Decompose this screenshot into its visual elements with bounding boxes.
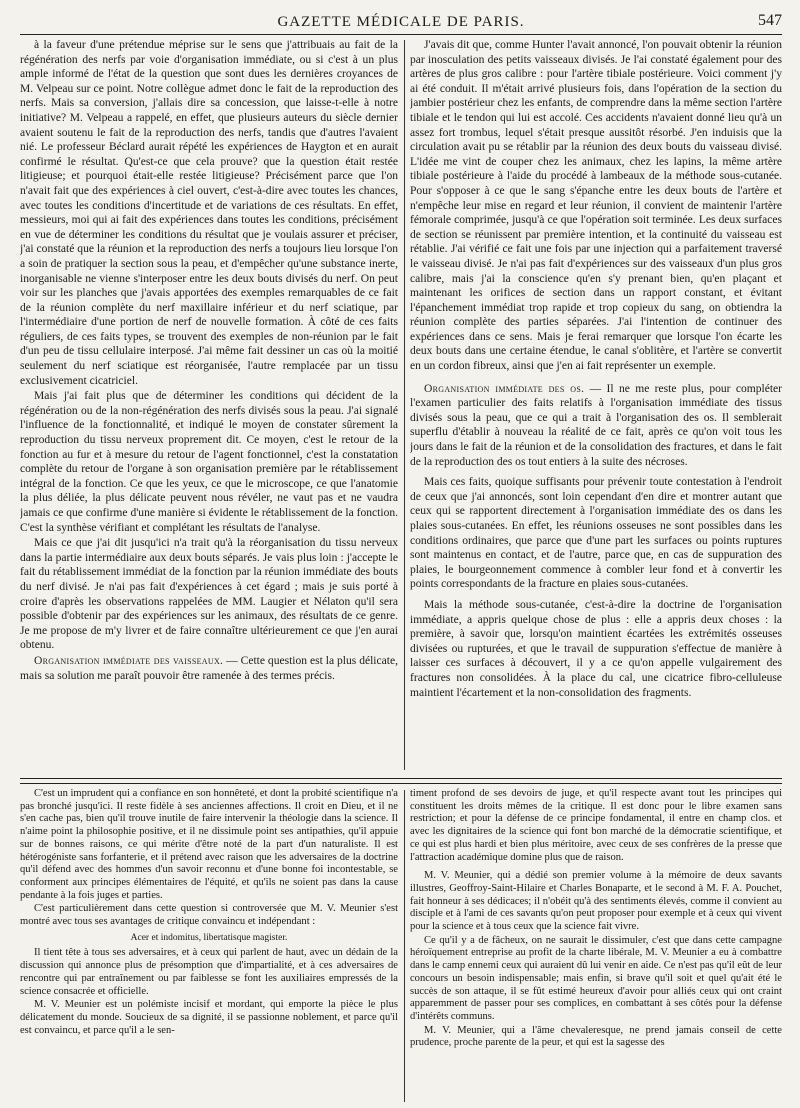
column-divider: [404, 790, 405, 1102]
paragraph: timent profond de ses devoirs de juge, et qu'il respecte avant tout les principes qui constituent les droits mêmes de la critique. Il est donc pour le libre examen sans restriction; et pour la défense de ce principe fondamental, il entre en champ clos. et avec les dignitaires de la science qui font bon marché de la démocratie scientifique, et ce qui est plus hardi et bien plus méritoire, avec ceux de ses confrères de la presse que l'attraction académique domine plus que de raison.: [410, 788, 782, 863]
paragraph: Ce qu'il y a de fâcheux, on ne saurait le dissimuler, c'est que dans cette campagne héroïquement entreprise au profit de la charte libérale, M. V. Meunier a eu à combattre dans le camp ennemi ceux qui auraient dû lui venir en aide. Ce n'est pas qu'il eût de leur concours un besoin indispensable; mais enfin, si brave qu'il soit et quel qu'ait été le succès de son attaque, il se fût estimé heureux d'avoir pour alliés ceux qui ont craint apparemment de passer pour ses complices, en combattant à ses côtés pour la défense d'intérêts communs.: [410, 934, 782, 1022]
journal-title: GAZETTE MÉDICALE DE PARIS.: [277, 14, 525, 30]
paragraph: Mais j'ai fait plus que de déterminer les conditions qui décident de la régénération ou de la non-régénération des nerfs divisés sous la peau. J'ai signalé l'influence de la fonctionnalité, et indiqué le moyen de constater sûrement la reproduction du tissu nerveux proprement dit. Ce moyen, c'est le retour de la fonction au fur et à mesure du retour de l'agent fonctionnel, c'est la constatation complète du retour de l'organe à son organisation première par le rétablissement intégral de la fonction. Ce que les yeux, ce que le microscope, ce que l'anatomie la plus déliée, la plus délicate peuvent nous révéler, ne vaut pas et ne vaudra jamais ce que confirme d'une manière si évidente le rétablissement de la fonction. C'est la synthèse vérifiant et complétant les résultats de l'analyse.: [20, 390, 398, 534]
feuilleton-column-right: [410, 788, 782, 1106]
page-header: [20, 8, 782, 35]
section-heading: Organisation immédiate des os.: [424, 382, 585, 395]
paragraph: M. V. Meunier est un polémiste incisif et mordant, qui emporte la pièce le plus délicatement du monde. Soucieux de sa dignité, il se passionne noblement, et parce qu'il est convaincu, et parce qu'il a le sen-: [20, 999, 398, 1036]
paragraph: C'est un imprudent qui a confiance en son honnêteté, et dont la probité scientifique n'a pas bronché jusqu'ici. Il reste fidèle à ses anciennes affections. Il croit en Dieu, et il ne s'en cache pas, bien qu'il trouve inutile de faire intervenir la théologie dans la science. Il n'aime point la philosophie positive, et il ne dissimule point ses antipathies, qu'il appuie sur de bonnes raisons, ce qui mérite d'être noté de la part d'un naturaliste. Il est hétérogéniste sans forfanterie, et il prétend avec raison que les adversaires de la doctrine qu'il défend avec des hommes d'un savoir reconnu et d'une bonne foi incontestable, se conforment aux principes élémentaires de l'équité, et qu'ils ne soient pas dans la cause pendante à la fois juges et parties.: [20, 788, 398, 901]
section-divider: [20, 783, 782, 784]
paragraph: Il tient tête à tous ses adversaires, et à ceux qui parlent de haut, avec un dédain de la discussion qui annonce plus de présomption que d'impartialité, et à ces adversaires de rencontre qui par entraînement ou par faiblesse se font les auxiliaires empressés de la science consacrée et officielle.: [20, 947, 398, 997]
section-heading: Organisation immédiate des vaisseaux.: [34, 654, 224, 667]
article-column-left: [20, 38, 398, 773]
paragraph: [20, 654, 398, 683]
paragraph: Mais ce que j'ai dit jusqu'ici n'a trait qu'à la réorganisation du tissu nerveux dans la partie intermédiaire aux deux bouts séparés. Je vais plus loin : j'accepte le fait du rétablissement immédiat de la fonction par la réunion immédiate des bouts du nerf divisé. Je n'ai pas fait d'expériences à cet égard ; mais je suis porté à croire d'après les observations rappelées de MM. Laugier et Nélaton qu'il sera possible d'obtenir par des expériences sur les animaux, des résultats de ce genre. Je me propose de m'y livrer et de faire connaître ultérieurement ce que j'en aurai obtenu.: [20, 537, 398, 652]
paragraph: M. V. Meunier, qui a dédié son premier volume à la mémoire de deux savants illustres, Geoffroy-Saint-Hilaire et Charles Bonaparte, et le second à M. F. A. Pouchet, fait honneur à ses dédicaces; il n'obéit qu'à des sentiments élevés, comme il convient au disciple et à l'ami de ces savants qu'on peut proposer pour exemple et à ceux qui vivent pour la science et à tous ceux que la science fait vivre.: [410, 870, 782, 933]
epigraph: Acer et indomitus, libertatisque magister.: [130, 932, 288, 943]
section-divider: [20, 778, 782, 779]
paragraph: [410, 382, 782, 470]
article-column-right: [410, 38, 782, 773]
paragraph: à la faveur d'une prétendue méprise sur le sens que j'attribuais au fait de la régénération des nerfs par voie d'organisation immédiate, ou si c'est à un plus ample informé de l'état de la question que sont dues les dernières croyances de M. Velpeau sur ce point. Notre collègue admet donc le fait de la reproduction des nerfs. Mais sa conversion, j'allais dire sa concession, que laisse-t-elle à notre initiative? M. Velpeau a rappelé, en effet, que plusieurs auteurs du siècle dernier avaient soutenu le fait de la reproduction des nerfs, tandis que d'autres l'avaient nié. Le professeur Béclard aurait répété les expériences de Haygton et en aurait confirmé le résultat. Qu'est-ce que cela prouve? que la question était restée litigieuse; et pourquoi était-elle restée litigieuse? Précisément parce que l'on n'avait fait que des expériences à ciel ouvert, c'est-à-dire avec toutes les chances, avec toutes les conditions d'incertitude et de variations de ces résultats. En effet, messieurs, moi qui ai fait des expériences dans toutes les conditions, précisément en vue de déterminer les conditions du résultat que je voulais assurer et préciser, j'ai constaté que la réunion et la reproduction des nerfs a toujours lieu lorsque l'on a soin de pratiquer la section sous la peau, et d'empêcher qu'une substance inerte, inorganisable ne vienne s'interposer entre les deux bouts divisés du nerf. On peut voir sur les planches que j'avais apportées des exemples remarquables de ce fait de la réunion complète du nerf maxillaire inférieur et du nerf sciatique, par l'intermédiaire d'une portion de nerf de nouvelle formation. À côté de ces faits réguliers, de ces faits types, se trouvent des exemples de non-réunion par le fait d'un peu de tissu cellulaire interposé. J'ai même fait dessiner un cas où la moitié seulement du nerf sciatique est réorganisée, l'autre remplacée par un tissu exclusivement cicatriciel.: [20, 39, 398, 387]
feuilleton-column-left: [20, 788, 398, 1106]
paragraph-text: — Il ne me reste plus, pour compléter l'examen particulier des faits relatifs à l'organisation immédiate des tissus divisés sous la peau, que ce qui a trait à l'organisation des os. Il semblerait superflu d'établir à nouveau la réalité de ce fait, après ce qu'on voit tous les jours dans le fait de la réunion et de la consolidation des fractures, et dans le fait de la reproduction des os tout entiers à la suite des nécroses.: [410, 382, 782, 468]
paragraph-text: — Cette question est la plus délicate, mais sa solution me paraît pouvoir être ramenée à des termes précis.: [20, 654, 398, 682]
paragraph: C'est particulièrement dans cette question si controversée que M. V. Meunier s'est montré avec tous ses avantages de critique convaincu et indépendant :: [20, 903, 398, 928]
paragraph: Mais la méthode sous-cutanée, c'est-à-dire la doctrine de l'organisation immédiate, a appris quelque chose de plus : elle a appris deux choses : la première, à savoir que, lorsqu'on maintient écartées les extrémités osseuses divisées ou rupturées, et que le travail de suppuration s'effectue de manière à laisser ces surfaces à découvert, il y a ce qu'on appelle vulgairement des fractures non consolidées. À la place du cal, une cicatrice fibro-celluleuse maintient l'écartement et la non-consolidation des fragments.: [410, 598, 782, 699]
paragraph: M. V. Meunier, qui a l'âme chevaleresque, ne prend jamais conseil de cette prudence, proche parente de la peur, et qui est la sagesse des: [410, 1024, 782, 1049]
page-number: 547: [758, 12, 782, 29]
paragraph: Mais ces faits, quoique suffisants pour prévenir toute contestation à l'endroit de ceux que j'ai annoncés, sont loin cependant d'en dire et montrer autant que ceux qui se rapportent directement à l'organisation immédiate des os dans les plaies sous-cutanées. En effet, les réunions osseuses ne sont possibles dans les conditions ordinaires, que parce que d'une part les surfaces ou points ruptures sont maintenus en contact, et de l'autre, parce que, en cas de suppuration des plaies, le bourgeonnement commence à combler leur fond et à convertir les points correspondants de la fracture en plaies sous-cutanées.: [410, 476, 782, 591]
paragraph: J'avais dit que, comme Hunter l'avait annoncé, l'on pouvait obtenir la réunion par inosculation des petits vaisseaux divisés. Je l'ai constaté également pour des artères de plus gros calibre : pour l'artère tibiale postérieure. Voici comment j'y ai été conduit. Il m'était arrivé plusieurs fois, dans l'opération de la section du jambier postérieur chez les enfants, de comprendre dans la même section l'artère tibiale et le tendon qui lui est accolé. Ces accidents n'avaient donné lieu qu'à un assez fort trombus, lequel s'était presque aussitôt résorbé. J'en induisis que la circulation avait pu se rétablir par la réunion des deux bouts du vaisseau divisé. L'idée me vint de couper chez les animaux, chez les lapins, la même artère tibiale postérieure à l'aide du procédé à lambeaux de la méthode sous-cutanée. Pour s'opposer à ce que le sang s'épanche entre les deux bouts de l'artère et n'empêche leur mise en regard et leur réunion, il convient de maintenir l'artère fémorale comprimée, jusqu'à ce que l'opération soit terminée. Les deux surfaces de section se réunissent par première intention, et la continuité du vaisseau est rétablie. J'ai vérifié ce fait une fois par une injection qui a parfaitement traversé le vaisseau divisé. Je n'ai pas fait d'expériences sur des vaisseaux d'un plus gros calibre, mais j'ai la conscience qu'en s'y prenant bien, qu'en plaçant et maintenant les orifices de section dans un rapport constant, et évitant l'épanchement immédiat trop rapide et trop copieux du sang, on obtiendra la réunion complète des parties séparées. J'ai l'intention de continuer des expériences dans ce sens. Mais je ferai remarquer que lorsque l'on écarte les deux bouts dans une certaine étendue, le canal s'oblitère, et l'artère se convertit en un cordon fibreux, ainsi que j'en ai fait représenter un exemple.: [410, 39, 782, 373]
column-divider: [404, 40, 405, 770]
